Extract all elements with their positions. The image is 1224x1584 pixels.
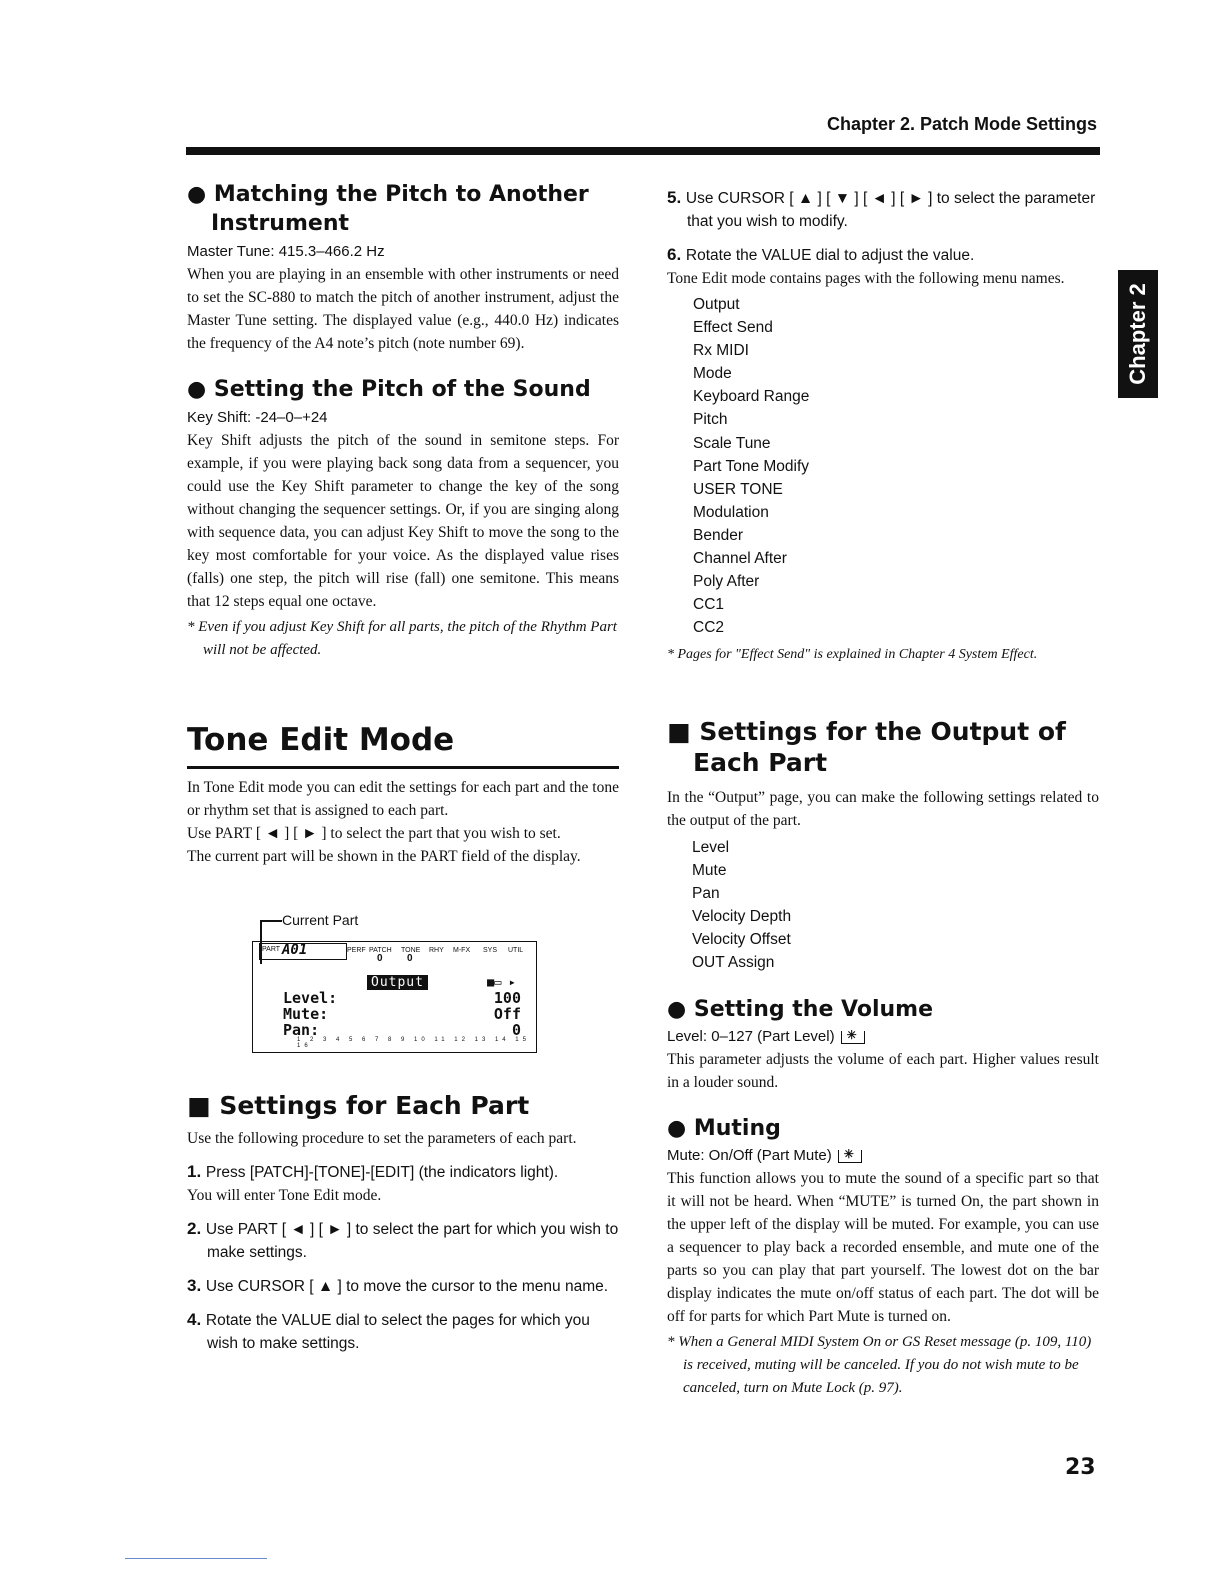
- lcd-row-mute-label: Mute:: [283, 1005, 329, 1023]
- each-part-heading: ■ Settings for Each Part: [187, 1091, 530, 1120]
- step-3: 3. Use CURSOR [ ▲ ] to move the cursor to the menu name.: [187, 1276, 609, 1295]
- lcd-row-mute-value: Off: [493, 1005, 521, 1023]
- menu-item: Keyboard Range: [693, 388, 810, 406]
- muting-body: This function allows you to mute the sound of a specific part so that it will not be heard. When “MUTE” is turned On, the part shown in the upper left of the display will be muted. For example, you can use a sequencer to play back a recorded ensemble, and mute one of the parts so you can play that part yourself. The lowest dot on the bar display indicates the mute on/off status of each part. The dot will be off for parts for which Part Mute is turned on.: [667, 1169, 1099, 1325]
- step-4-text: Rotate the VALUE dial to select the pages for which you wish to make settings.: [205, 1312, 590, 1352]
- step-6: 6. Rotate the VALUE dial to adjust the value.: [667, 245, 975, 264]
- output-item: Velocity Depth: [692, 908, 792, 926]
- lcd-hdr-patch: PATCH: [369, 947, 392, 954]
- header-rule: [186, 147, 1100, 155]
- each-part-body: Use the following procedure to set the parameters of each part.: [187, 1130, 577, 1147]
- tone-edit-heading: Tone Edit Mode: [187, 722, 455, 758]
- chapter-tab: [1118, 270, 1158, 398]
- volume-subheading: [667, 1026, 1099, 1048]
- chapter-tab-label: Chapter 2: [1125, 283, 1150, 385]
- lcd-part-numbers: 1 2 3 4 5 6 7 8 9 10 11 12 13 14 15 16: [297, 1037, 530, 1049]
- chapter-header: Chapter 2. Patch Mode Settings: [826, 114, 1097, 134]
- lcd-hdr-mfx: M-FX: [453, 947, 471, 954]
- menu-item: Mode: [693, 365, 732, 383]
- lcd-hdr-rhy: RHY: [429, 947, 444, 954]
- lcd-row-level-value: 100: [493, 989, 521, 1007]
- step-2-text: Use PART [ ◄ ] [ ► ] to select the part for which you wish to make settings.: [205, 1221, 619, 1261]
- step-1: 1. Press [PATCH]-[TONE]-[EDIT] (the indicators light).: [187, 1162, 559, 1181]
- menu-item: Effect Send: [693, 319, 773, 337]
- menu-item: CC1: [693, 596, 725, 614]
- left-column: [187, 180, 619, 662]
- menu-item: CC2: [693, 619, 725, 637]
- pitch-subheading: Master Tune: 415.3–466.2 Hz: [187, 243, 385, 260]
- step-2: 2. Use PART [ ◄ ] [ ► ] to select the part for which you wish to make settings.: [187, 1219, 619, 1261]
- volume-sub-text: Level: 0–127 (Part Level): [667, 1027, 835, 1045]
- output-item: Mute: [692, 862, 727, 880]
- each-part-section: [187, 1090, 619, 1355]
- output-item: Velocity Offset: [692, 931, 791, 949]
- menu-note: * Pages for "Effect Send" is explained in Chapter 4 System Effect.: [667, 647, 1038, 663]
- muting-note: * When a General MIDI System On or GS Reset message (p. 109, 110) is received, muting will be canceled. If you do not wish mute to be canceled, turn on Mute Lock (p. 97).: [667, 1333, 1092, 1396]
- tone-body-1: In Tone Edit mode you can edit the settings for each part and the tone or rhythm set that is assigned to each part.: [187, 779, 619, 819]
- menu-intro: Tone Edit mode contains pages with the following menu names.: [667, 270, 1065, 287]
- pitch-heading: ● Matching the Pitch to Another Instrument: [187, 182, 589, 236]
- lcd-arrow-indicator: ■▭ ▸: [487, 975, 516, 989]
- lcd-row-pan-label: Pan:: [283, 1021, 320, 1039]
- pitch-body: When you are playing in an ensemble with other instruments or need to set the SC-880 to match the pitch of another instrument, adjust the Master Tune setting. The displayed value (e.g., 440.0 Hz) indicates the frequency of the A4 note’s pitch (note number 69).: [187, 266, 619, 352]
- lcd-part-box: [259, 943, 347, 960]
- lcd-status-row: [253, 942, 536, 964]
- output-item: OUT Assign: [692, 954, 775, 972]
- output-list: [667, 836, 1099, 975]
- lcd-hdr-util: UTIL: [508, 947, 524, 954]
- lcd-hdr-tone: TONE: [401, 947, 421, 954]
- menu-item: Part Tone Modify: [693, 457, 810, 475]
- output-heading: ■ Settings for the Output of Each Part: [667, 717, 1066, 777]
- right-column: [667, 186, 1099, 666]
- output-item: Level: [692, 839, 730, 856]
- menu-item: Output: [693, 296, 740, 313]
- tone-body-2: Use PART [ ◄ ] [ ► ] to select the part that you wish to set.: [187, 825, 561, 842]
- output-section: [667, 716, 1099, 1400]
- muting-heading: ● Muting: [667, 1115, 781, 1141]
- step-3-text: Use CURSOR [ ▲ ] to move the cursor to the menu name.: [205, 1278, 609, 1295]
- tone-body-3: The current part will be shown in the PART field of the display.: [187, 848, 581, 865]
- page-number: 23: [1065, 1455, 1096, 1480]
- tone-edit-rule: [187, 766, 619, 769]
- menu-item: Bender: [693, 526, 743, 544]
- muting-sub-text: Mute: On/Off (Part Mute): [667, 1146, 832, 1164]
- menu-item: Poly After: [693, 573, 760, 591]
- menu-item: Pitch: [693, 411, 728, 429]
- sound-body: Key Shift adjusts the pitch of the sound in semitone steps. For example, if you were playing back song data from a sequencer, you could use the Key Shift parameter to change the key of the song without changing the sequencer settings. Or, if you are singing along with sequence data, you can adjust Key Shift to move the song to the key most comfortable for your voice. As the displayed value rises (falls) one step, the pitch will rise (fall) one semitone. This means that 12 steps equal one octave.: [187, 432, 619, 610]
- lcd-tone-num: 0: [407, 953, 413, 964]
- lcd-hdr-perf: PERF: [347, 947, 366, 954]
- menu-list: [667, 293, 1099, 639]
- menu-item: Channel After: [693, 550, 787, 568]
- step-5: 5. Use CURSOR [ ▲ ] [ ▼ ] [ ◄ ] [ ► ] to select the parameter that you wish to modify.: [667, 188, 1096, 230]
- menu-item: Modulation: [693, 503, 769, 521]
- lcd-page-name: Output: [367, 975, 428, 990]
- lcd-part-label: PART: [262, 946, 281, 953]
- volume-body: This parameter adjusts the volume of each part. Higher values result in a louder sound.: [667, 1050, 1099, 1091]
- muting-subheading: [667, 1145, 1099, 1167]
- sound-heading: ● Setting the Pitch of the Sound: [187, 377, 591, 402]
- lcd-part-value: A01: [282, 942, 308, 958]
- step-4: 4. Rotate the VALUE dial to select the pages for which you wish to make settings.: [187, 1310, 590, 1352]
- menu-item: USER TONE: [693, 480, 783, 498]
- info-icon: ✳: [841, 1031, 865, 1044]
- step-5-text: Use CURSOR [ ▲ ] [ ▼ ] [ ◄ ] [ ► ] to select the parameter that you wish to modify.: [685, 190, 1096, 230]
- sound-note: * Even if you adjust Key Shift for all parts, the pitch of the Rhythm Part will not be affected.: [187, 619, 617, 658]
- lcd-row-level-label: Level:: [283, 989, 338, 1007]
- lcd-row-pan-value: 0: [511, 1021, 521, 1039]
- step-1-text: Press [PATCH]-[TONE]-[EDIT] (the indicators light).: [205, 1164, 559, 1181]
- output-body: In the “Output” page, you can make the following settings related to the output of the part.: [667, 789, 1099, 829]
- footer-line: [125, 1558, 267, 1559]
- info-icon: ✳: [838, 1150, 862, 1163]
- lcd-patch-num: 0: [377, 953, 383, 964]
- sound-subheading: Key Shift: -24–0–+24: [187, 409, 328, 426]
- lcd-caption: Current Part: [282, 912, 359, 928]
- volume-heading: ● Setting the Volume: [667, 996, 934, 1022]
- step-6-text: Rotate the VALUE dial to adjust the value.: [685, 247, 975, 264]
- lcd-display: [252, 941, 537, 1053]
- tone-edit-intro: [187, 776, 619, 868]
- step-1-body: You will enter Tone Edit mode.: [187, 1187, 382, 1204]
- output-item: Pan: [692, 885, 720, 903]
- menu-item: Rx MIDI: [693, 342, 749, 360]
- lcd-hdr-sys: SYS: [483, 947, 498, 954]
- menu-item: Scale Tune: [693, 434, 771, 452]
